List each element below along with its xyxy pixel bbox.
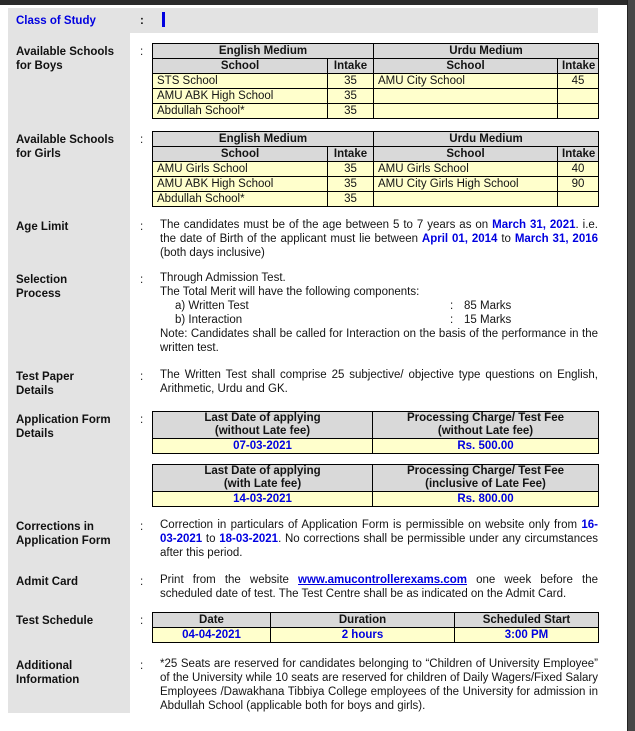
date-highlight: March 31, 2016 [514,233,599,245]
class-of-study-input[interactable] [160,8,598,33]
text-segment: Correction in particulars of Application Form is permissible on website only from [160,519,582,531]
test-paper-section [8,355,598,398]
label-line: Class of Study [16,15,96,27]
table-row [153,89,599,104]
colon-separator: : [450,300,454,312]
colon-separator: : [140,15,144,27]
table-header-cell [153,412,373,439]
label-line: Details [16,385,54,397]
table-cell [374,89,558,104]
exam-website-link[interactable]: www.amucontrollerexams.com [298,574,467,586]
class-of-study-row [8,8,598,33]
boys-schools-label [8,33,130,119]
text-segment: The candidates must be of the age between 5 to 7 years as on [160,219,493,231]
table-row [153,162,599,177]
label-line: Information [16,674,80,686]
colon-separator: : [140,134,144,146]
written-test-marks-row [160,299,598,313]
table-cell: Abdullah School* [153,192,328,207]
test-date-value: 04-04-2021 [153,628,271,643]
admit-card-text [160,573,598,601]
last-date-value: 14-03-2021 [153,492,373,507]
test-schedule-label [8,601,130,643]
table-header-cell: Duration [271,613,455,628]
header-line: (without Late fee) [214,425,311,437]
component-marks: 85 Marks [464,300,512,312]
table-cell: 40 [558,162,599,177]
label-line: Age Limit [16,221,69,233]
table-header-cell: Urdu Medium [374,44,599,59]
scrollbar[interactable] [627,0,635,731]
selection-note: Note: Candidates shall be called for Interaction on the basis of the performance in the written test. [160,328,598,354]
table-header-cell [153,465,373,492]
colon-separator: : [140,414,144,426]
boys-schools-section [8,33,598,119]
table-cell: 35 [328,162,374,177]
label-line: Details [16,428,54,440]
table-cell: 35 [328,177,374,192]
table-header-cell: School [374,59,558,74]
table-header-row [153,412,599,439]
header-line: Last Date of applying [204,465,321,477]
date-highlight: March 31, 2021 [492,219,576,231]
table-row [153,192,599,207]
table-cell: 45 [558,74,599,89]
label-line: Admit Card [16,576,78,588]
table-header-row [153,613,599,628]
additional-info-text: *25 Seats are reserved for candidates belonging to “Children of University Employee” of the University while 10 seats are reserved for children of Daily Wagers/Fixed Salary Employees /Dawakhana Tibbiya College employees of the University for admission in Abdullah School (applicable both for boys and girls). [160,658,598,712]
component-name: a) Written Test [175,300,249,312]
label-line: Corrections in [16,521,94,533]
table-cell [558,89,599,104]
table-cell: STS School [153,74,328,89]
header-line: Last Date of applying [204,412,321,424]
text-segment: one week before the scheduled date of test. The Test Centre shall be as indicated on the Admit Card. [160,574,598,600]
table-group-header-row [153,132,599,147]
test-paper-text: The Written Test shall comprise 25 subjective/ objective type questions on English, Arithmetic, Urdu and GK. [160,369,598,395]
table-cell: AMU City Girls High School [374,177,558,192]
header-line: Processing Charge/ Test Fee [406,412,564,424]
label-line: Application Form [16,414,111,426]
table-cell [558,104,599,119]
table-header-cell: Urdu Medium [374,132,599,147]
top-border-bar [0,0,635,5]
colon-separator: : [140,576,144,588]
text-segment: (both days inclusive) [160,247,265,259]
table-header-cell: English Medium [153,132,374,147]
test-duration-value: 2 hours [271,628,455,643]
class-of-study-label [8,8,130,33]
table-cell: AMU Girls School [374,162,558,177]
colon-separator: : [140,615,144,627]
table-header-cell: Date [153,613,271,628]
table-row [153,74,599,89]
colon-separator: : [140,521,144,533]
table-header-cell: Scheduled Start [455,613,599,628]
colon-separator: : [140,46,144,58]
girls-schools-section [8,119,598,207]
table-header-row [153,147,599,162]
table-header-cell: Intake [558,59,599,74]
colon-separator: : [140,371,144,383]
fee-value: Rs. 500.00 [373,439,599,454]
age-limit-text [160,218,598,260]
application-form-section [8,398,598,507]
colon-separator: : [140,660,144,672]
label-line: Application Form [16,535,111,547]
label-line: Test Schedule [16,615,94,627]
selection-line1: Through Admission Test. [160,272,286,284]
table-cell: Abdullah School* [153,104,328,119]
text-segment: to [202,533,220,545]
table-header-cell: Intake [328,147,374,162]
boys-schools-table [152,43,599,119]
girls-schools-table [152,131,599,207]
table-cell: AMU ABK High School [153,89,328,104]
additional-info-section [8,643,598,713]
colon-separator: : [140,221,144,233]
admit-card-label [8,560,130,601]
table-header-cell: English Medium [153,44,374,59]
label-line: for Girls [16,148,61,160]
text-cursor [162,12,165,27]
text-segment: Print from the website [160,574,299,586]
corrections-section [8,507,598,560]
table-group-header-row [153,44,599,59]
additional-info-label [8,643,130,713]
label-line: Available Schools [16,134,114,146]
table-cell: 35 [328,192,374,207]
table-row [153,177,599,192]
table-row [153,628,599,643]
girls-schools-label [8,119,130,207]
text-segment: . i.e. the date of Birth of the applicant must lie between [160,219,598,245]
table-cell: 35 [328,104,374,119]
table-header-cell: School [153,147,328,162]
label-line: Test Paper [16,371,74,383]
test-schedule-section [8,601,598,643]
label-line: Additional [16,660,73,672]
date-highlight: April 01, 2014 [421,233,498,245]
table-cell: AMU Girls School [153,162,328,177]
selection-line2: The Total Merit will have the following components: [160,286,420,298]
label-line: for Boys [16,60,63,72]
label-line: Available Schools [16,46,114,58]
header-line: Processing Charge/ Test Fee [406,465,564,477]
corrections-text [160,518,598,560]
date-highlight: 16-03-2021 [160,519,598,545]
label-line: Selection [16,274,68,286]
table-cell [374,192,558,207]
header-line: (inclusive of Late Fee) [425,478,546,490]
colon-separator: : [140,274,144,286]
table-header-cell [373,412,599,439]
label-line: Process [16,288,61,300]
text-segment: . No corrections shall be permissible under any circumstances after this period. [160,533,598,559]
table-header-row [153,465,599,492]
table-header-cell: School [153,59,328,74]
header-line: (without Late fee) [437,425,534,437]
admission-notice-document [8,8,598,713]
table-header-row [153,59,599,74]
test-paper-label [8,355,130,398]
table-cell [374,104,558,119]
test-start-value: 3:00 PM [455,628,599,643]
fee-table-without-late-fee [152,411,599,454]
interaction-marks-row [160,313,598,327]
table-row [153,439,599,454]
application-form-label [8,398,130,507]
table-header-cell: Intake [558,147,599,162]
table-cell: 35 [328,89,374,104]
header-line: (with Late fee) [223,478,302,490]
test-schedule-table [152,612,599,643]
table-cell: 35 [328,74,374,89]
table-row [153,492,599,507]
date-highlight: 18-03-2021 [219,533,279,545]
last-date-value: 07-03-2021 [153,439,373,454]
table-header-cell: Intake [328,59,374,74]
admit-card-section [8,560,598,601]
table-header-cell [373,465,599,492]
selection-process-section [8,260,598,355]
table-cell [558,192,599,207]
text-segment: to [497,233,515,245]
table-cell: AMU City School [374,74,558,89]
table-cell: AMU ABK High School [153,177,328,192]
component-name: b) Interaction [175,314,243,326]
age-limit-section [8,207,598,260]
fee-table-with-late-fee [152,464,599,507]
colon-separator: : [450,314,454,326]
table-row [153,104,599,119]
component-marks: 15 Marks [464,314,512,326]
fee-value: Rs. 800.00 [373,492,599,507]
table-cell: 90 [558,177,599,192]
selection-process-label [8,260,130,355]
age-limit-label [8,207,130,260]
corrections-label [8,507,130,560]
table-gap [160,454,599,464]
table-header-cell: School [374,147,558,162]
